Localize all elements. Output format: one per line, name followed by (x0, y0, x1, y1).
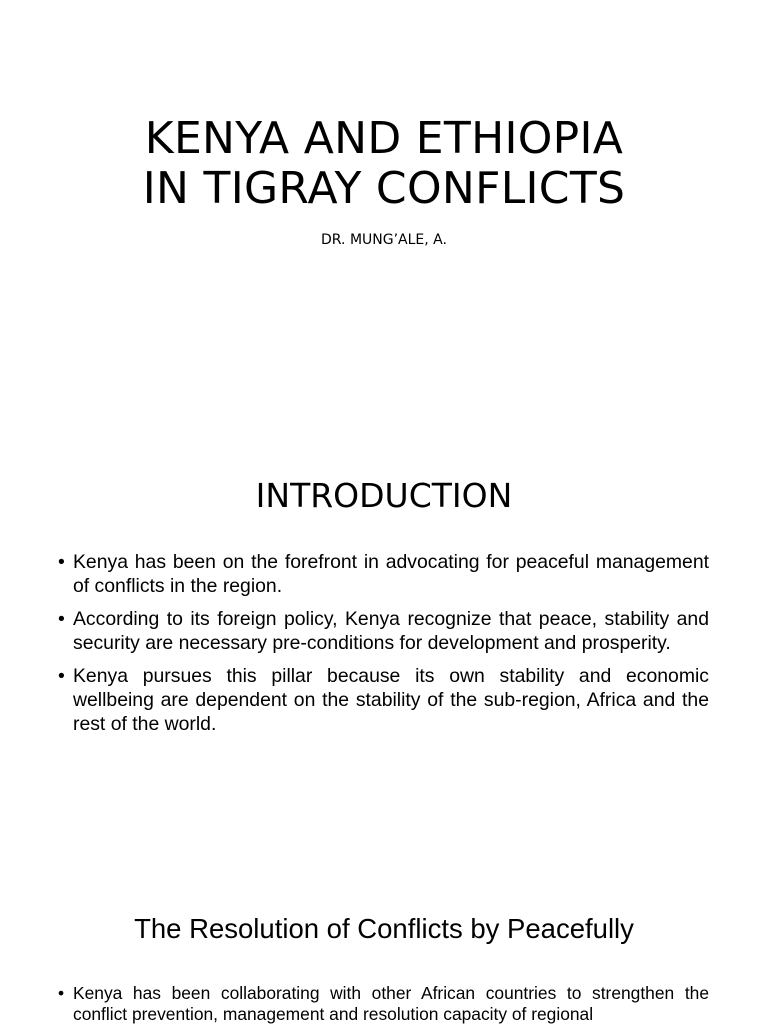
slide-title (0, 0, 768, 256)
bullet-item: • Kenya has been on the forefront in advocating for peaceful management of conflicts in the region. (58, 550, 709, 599)
title-line-2: IN TIGRAY CONFLICTS (142, 163, 626, 214)
slide-conflict-resolution (0, 768, 768, 1024)
presentation-title (0, 114, 768, 214)
title-line-1: KENYA AND ETHIOPIA (144, 113, 624, 164)
conflict-resolution-heading: The Resolution of Conflicts by Peacefully (134, 913, 634, 944)
conflict-resolution-bullet-list (58, 983, 709, 1033)
bullet-item: • Kenya pursues this pillar because its own stability and economic wellbeing are dependent on the stability of the sub-region, Africa and the rest of the world. (58, 664, 709, 737)
introduction-heading: INTRODUCTION (255, 476, 513, 515)
slide-introduction (0, 256, 768, 768)
bullet-item: • Kenya has been collaborating with other African countries to strengthen the conflict prevention, management and resolution capacity of regional (58, 983, 709, 1025)
introduction-bullet-list (58, 550, 709, 745)
bullet-item: • According to its foreign policy, Kenya recognize that peace, stability and security are necessary pre-conditions for development and prosperity. (58, 607, 709, 656)
author-name: DR. MUNG’ALE, A. (321, 232, 447, 248)
